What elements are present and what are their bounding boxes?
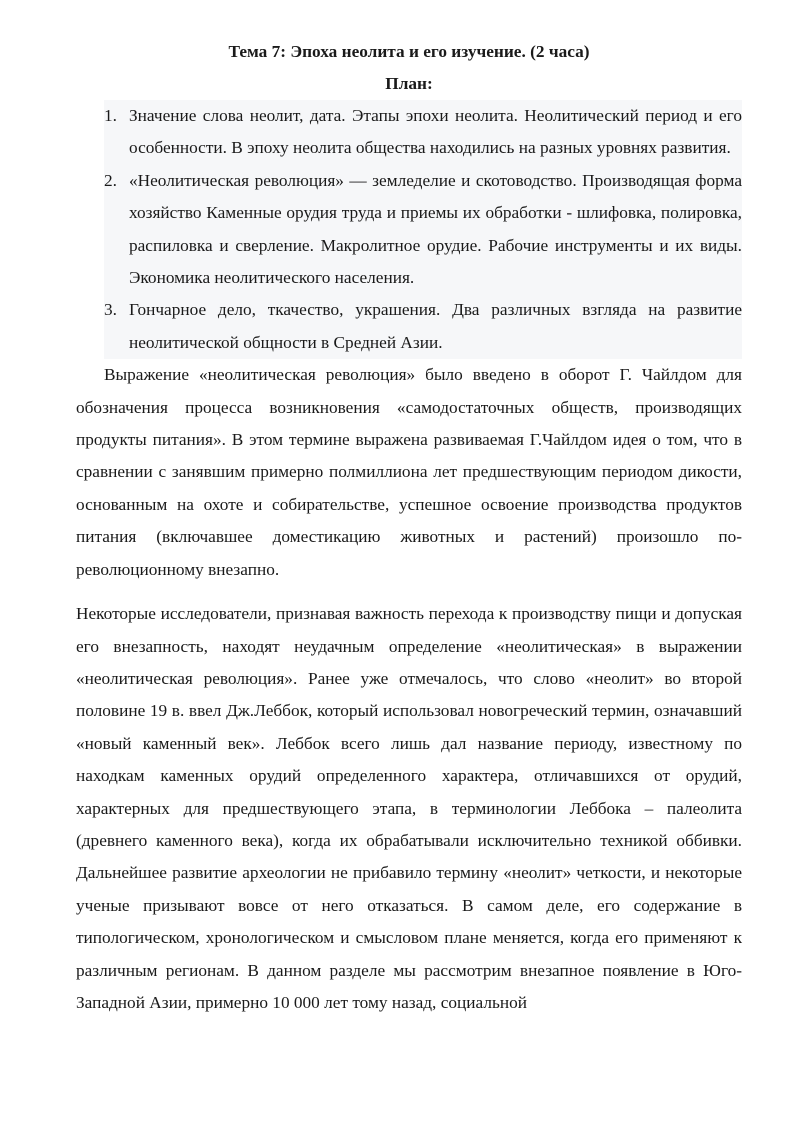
plan-item-number: 1. [104,106,117,125]
plan-item-number: 3. [104,300,117,320]
document-page [76,36,742,1019]
plan-item [104,100,742,165]
plan-item-number: 2. [104,170,117,190]
plan-list [104,100,742,359]
plan-item-text: Значение слова неолит, дата. Этапы эпохи неолита. Неолитический период и его особенности. В эпоху неолита общества находились на разных уровнях развития. [129,106,742,158]
plan-item-text: «Неолитическая революция» — земледелие и скотоводство. Производящая форма хозяйство Каменные орудия труда и приемы их обработки - шлифовка, полировка, распиловка и сверление. Макролитное орудие. Рабочие инструменты и их виды. Экономика неолитического населения. [129,170,742,288]
body-paragraph: Некоторые исследователи, признавая важность перехода к производству пищи и допуская его внезапность, находят неудачным определение «неолитическая» в выражении «неолитическая революция». Ранее уже отмечалось, что слово «неолит» во второй половине 19 в. ввел Дж.Леббок, который использовал новогреческий термин, означавший «новый каменный век». Леббок всего лишь дал название периоду, известному по находкам каменных орудий определенного характера, отличавшихся от орудий, характерных для предшествующего этапа, в терминологии Леббока – палеолита (древнего каменного века), когда их обрабатывали исключительно техникой оббивки. Дальнейшее развитие археологии не прибавило термину «неолит» четкости, и некоторые ученые призывают вовсе от него отказаться. В самом деле, его содержание в типологическом, хронологическом и смысловом плане меняется, когда его применяют к различным регионам. В данном разделе мы рассмотрим внезапное появление в Юго-Западной Азии, примерно 10 000 лет тому назад, социальной [76,604,742,1012]
document-title: Тема 7: Эпоха неолита и его изучение. (2 часа) [228,42,590,61]
plan-item-text: Гончарное дело, ткачество, украшения. Два различных взгляда на развитие неолитической общности в Средней Азии. [129,300,742,352]
plan-item [104,165,742,295]
plan-item [104,294,742,359]
body-paragraph: Выражение «неолитическая революция» было введено в оборот Г. Чайлдом для обозначения процесса возникновения «самодостаточных обществ, производящих продукты питания». В этом термине выражена развиваемая Г.Чайлдом идея о том, что в сравнении с занявшим примерно полмиллиона лет предшествующим периодом дикости, основанным на охоте и собирательстве, успешное освоение производства продуктов питания (включавшее доместикацию животных и растений) произошло по-революционному внезапно. [76,365,742,579]
plan-heading: План: [385,74,433,93]
